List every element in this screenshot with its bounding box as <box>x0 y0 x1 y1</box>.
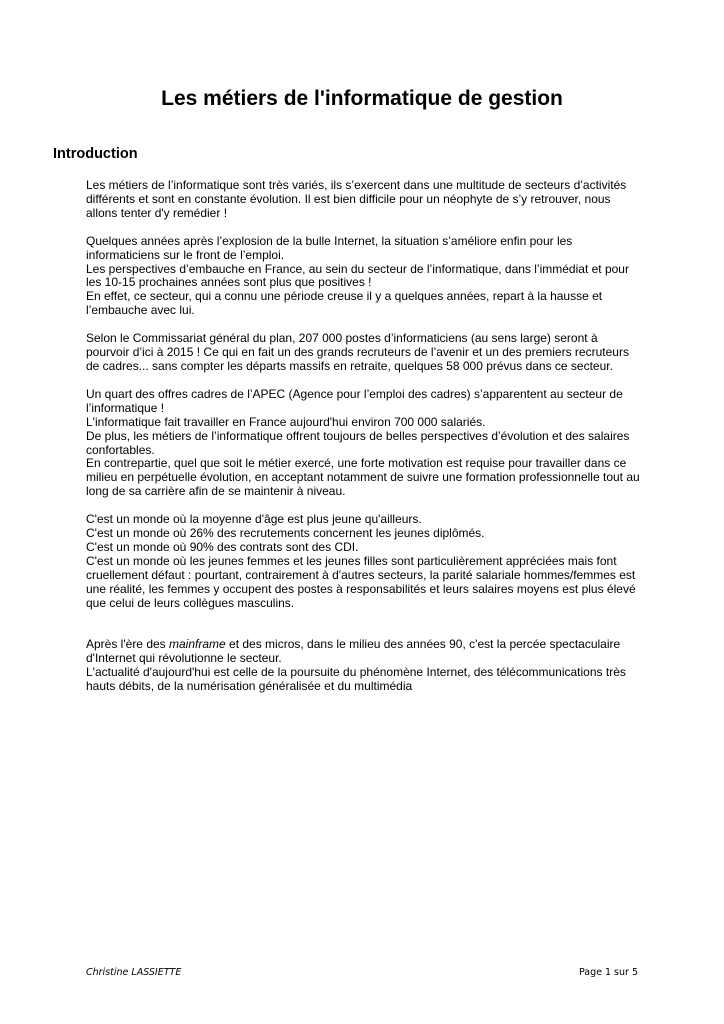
paragraph <box>86 235 642 318</box>
paragraph-line: Un quart des offres cadres de l’APEC (Agence pour l’emploi des cadres) s’apparentent au secteur de l’informatique ! <box>86 386 623 415</box>
paragraph-line: En contrepartie, quel que soit le métier exercé, une forte motivation est requise pour travailler dans ce milieu en perpétuelle évolution, en acceptant notamment de suivre une formation professionnelle tout au long de sa carrière afin de se maintenir à niveau. <box>86 456 640 499</box>
paragraph-line: L'informatique fait travailler en France aujourd'hui environ 700 000 salariés. <box>86 414 486 429</box>
paragraph <box>86 513 642 610</box>
paragraph <box>86 179 642 221</box>
section-heading-introduction: Introduction <box>53 146 138 162</box>
paragraph-line: C'est un monde où 90% des contrats sont des CDI. <box>86 539 359 554</box>
paragraph <box>86 388 642 499</box>
paragraph-line: En effet, ce secteur, qui a connu une période creuse il y a quelques années, repart à la hausse et l’embauche avec lui. <box>86 289 603 318</box>
paragraph-line <box>86 638 642 666</box>
paragraph-line: Les perspectives d’embauche en France, au sein du secteur de l’informatique, dans l’immédiat et pour les 10-15 prochaines années sont plus que positives ! <box>86 261 629 290</box>
text-segment: Après l'ère des <box>86 637 169 652</box>
paragraph <box>86 332 642 374</box>
footer-author: Christine LASSIETTE <box>86 967 182 978</box>
paragraph-line: De plus, les métiers de l’informatique offrent toujours de belles perspectives d’évolution et des salaires confortables. <box>86 428 630 457</box>
paragraph-line: Les métiers de l’informatique sont très variés, ils s’exercent dans une multitude de secteurs d’activités différents et sont en constante évolution. Il est bien difficile pour un néophyte de s’y retrouver, nous allons tenter d'y remédier ! <box>86 178 627 220</box>
paragraph-line: C'est un monde où 26% des recrutements concernent les jeunes diplômés. <box>86 526 485 541</box>
page-footer <box>86 966 638 982</box>
italic-term: mainframe <box>169 637 226 652</box>
footer-page-number: Page 1 sur 5 <box>578 967 638 978</box>
text-segment: et des micros, dans le milieu des années 90, c'est la percée spectaculaire d'Internet qui révolutionne le secteur. <box>86 637 621 666</box>
paragraph-line: L'actualité d'aujourd'hui est celle de la poursuite du phénomène Internet, des télécommunications très hauts débits, de la numérisation généralisée et du multimédia <box>86 665 626 694</box>
paragraph <box>86 638 642 694</box>
paragraph-line: Quelques années après l’explosion de la bulle Internet, la situation s’améliore enfin pour les informaticiens sur le front de l’emploi. <box>86 233 573 262</box>
paragraph-line: C'est un monde où la moyenne d'âge est plus jeune qu'ailleurs. <box>86 512 422 527</box>
introduction-body <box>86 179 642 708</box>
page-title: Les métiers de l'informatique de gestion <box>161 87 563 110</box>
paragraph-line: C'est un monde où les jeunes femmes et les jeunes filles sont particulièrement appréciées mais font cruellement défaut : pourtant, contrairement à d'autres secteurs, la parité salariale hommes/femmes est une réalité, les femmes y occupent des postes à responsabilités et leurs salaires moyens est plus élevé que celui de leurs collègues masculins. <box>86 553 636 610</box>
paragraph-line: Selon le Commissariat général du plan, 207 000 postes d’informaticiens (au sens large) seront à pourvoir d’ici à 2015 ! Ce qui en fait un des grands recruteurs de l’avenir et un des premiers recruteurs de cadres... sans compter les départs massifs en retraite, quelques 58 000 prévus dans ce secteur. <box>86 331 629 373</box>
